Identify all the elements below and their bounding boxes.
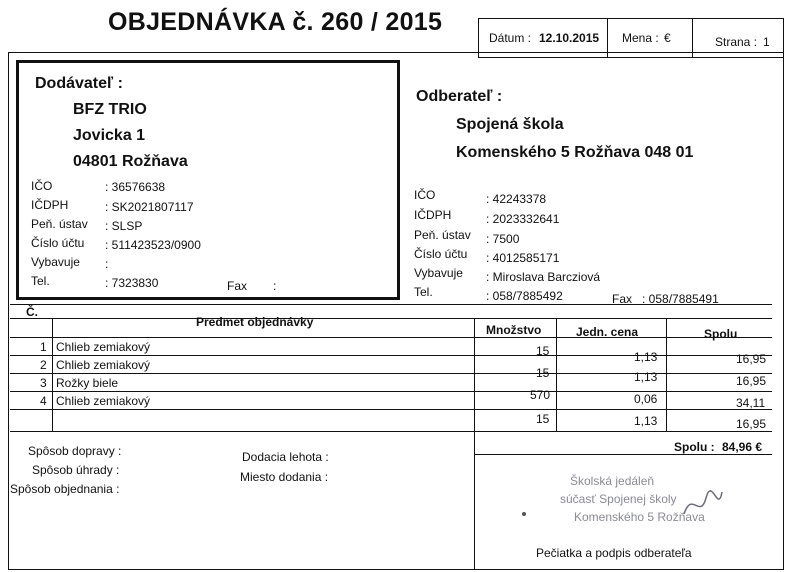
row-unit: 1,13	[634, 370, 658, 384]
signature-caption: Pečiatka a podpis odberateľa	[536, 546, 692, 560]
supplier-account-value: : 511423523/0900	[105, 238, 201, 252]
signature-icon	[680, 484, 726, 524]
table-header-row	[10, 305, 772, 341]
supplier-city: 04801 Rožňava	[73, 153, 188, 170]
customer-icdph-label: IČDPH	[414, 208, 452, 222]
customer-bank-value: : 7500	[486, 232, 520, 246]
supplier-ico-value: : 36576638	[105, 180, 166, 194]
row-qty: 15	[536, 344, 550, 358]
table-row	[10, 366, 772, 392]
supplier-ico-label: IČO	[31, 179, 53, 193]
table-row	[10, 388, 772, 410]
supplier-icdph-value: : SK2021807117	[105, 200, 194, 214]
supplier-icdph-label: IČDPH	[31, 198, 69, 212]
row-num: 2	[40, 358, 47, 372]
supplier-account-label: Číslo účtu	[31, 236, 85, 250]
date-value: 12.10.2015	[539, 31, 600, 45]
delivery-place-label: Miesto dodania :	[240, 470, 329, 484]
customer-account-label: Číslo účtu	[414, 247, 468, 261]
header-num: Č.	[26, 305, 38, 319]
customer-address: Komenského 5 Rožňava 048 01	[456, 144, 694, 161]
customer-icdph-value: : 2023332641	[486, 212, 560, 226]
stamp-line-2: súčasť Spojenej školy	[560, 492, 677, 506]
table-row	[10, 344, 772, 374]
supplier-name: BFZ TRIO	[73, 101, 147, 118]
stamp-line-3: Komenského 5 Rožňava	[574, 510, 705, 524]
sum-value: 84,96 €	[722, 440, 763, 454]
customer-contact-label: Vybavuje	[414, 266, 463, 280]
supplier-bank-label: Peň. ústav	[31, 217, 88, 231]
table-top-border	[10, 304, 772, 305]
row-unit: 1,13	[634, 414, 658, 428]
row-total: 16,95	[736, 417, 767, 431]
table-row	[10, 410, 772, 432]
currency-label: Mena :	[622, 31, 659, 45]
customer-fax-value: : 058/7885491	[642, 292, 719, 306]
supplier-fax-value: :	[273, 279, 277, 293]
row-item: Rožky biele	[56, 376, 119, 390]
customer-contact-value: : Miroslava Barcziová	[486, 270, 601, 284]
supplier-street: Jovicka 1	[73, 127, 146, 144]
supplier-fax-label: Fax	[227, 279, 248, 293]
document-title: OBJEDNÁVKA č. 260 / 2015	[108, 8, 443, 36]
row-qty: 570	[530, 388, 551, 402]
currency-value: €	[664, 31, 671, 45]
date-label: Dátum :	[489, 31, 532, 45]
supplier-tel-value: : 7323830	[105, 276, 159, 290]
supplier-tel-label: Tel.	[31, 274, 50, 288]
row-item: Chlieb zemiakový	[56, 394, 151, 408]
header-total: Spolu	[704, 327, 738, 341]
page-value: 1	[763, 35, 770, 49]
customer-ico-label: IČO	[414, 188, 436, 202]
row-unit: 0,06	[634, 392, 658, 406]
customer-tel-label: Tel.	[414, 285, 433, 299]
customer-heading: Odberateľ :	[416, 88, 503, 105]
customer-fax-label: Fax	[612, 292, 633, 306]
stamp-line-1: Školská jedáleň	[570, 474, 655, 488]
supplier-box	[16, 60, 400, 300]
supplier-contact-value: :	[105, 257, 109, 271]
customer-account-value: : 4012585171	[486, 251, 560, 265]
customer-ico-value: : 42243378	[486, 192, 547, 206]
ordering-label: Spôsob objednania :	[10, 482, 120, 496]
footer-divider	[474, 432, 475, 570]
table-row	[10, 338, 772, 356]
supplier-contact-label: Vybavuje	[31, 255, 80, 269]
sum-underline	[474, 454, 772, 455]
payment-label: Spôsob úhrady :	[32, 463, 120, 477]
header-qty: Množstvo	[486, 323, 542, 337]
row-item: Chlieb zemiakový	[56, 358, 151, 372]
customer-tel-value: : 058/7885492	[486, 289, 563, 303]
row-qty: 15	[536, 412, 550, 426]
transport-label: Spôsob dopravy :	[28, 444, 122, 458]
customer-bank-label: Peň. ústav	[414, 228, 471, 242]
supplier-heading: Dodávateľ :	[35, 75, 123, 92]
row-item: Chlieb zemiakový	[56, 340, 151, 354]
row-total: 16,95	[736, 352, 767, 366]
row-total: 16,95	[736, 374, 767, 388]
customer-name: Spojená škola	[456, 116, 564, 133]
header-unit: Jedn. cena	[576, 325, 639, 339]
row-qty: 15	[536, 366, 550, 380]
row-unit: 1,13	[634, 350, 658, 364]
row-num: 4	[40, 394, 47, 408]
row-total: 34,11	[736, 396, 766, 410]
header-item: Predmet objednávky	[196, 315, 314, 329]
page-label: Strana :	[715, 35, 758, 49]
row-num: 3	[40, 376, 47, 390]
supplier-bank-value: : SLSP	[105, 219, 143, 233]
delivery-term-label: Dodacia lehota :	[242, 450, 329, 464]
sum-label: Spolu :	[674, 440, 715, 454]
row-num: 1	[40, 340, 47, 354]
ink-dot	[522, 512, 526, 516]
